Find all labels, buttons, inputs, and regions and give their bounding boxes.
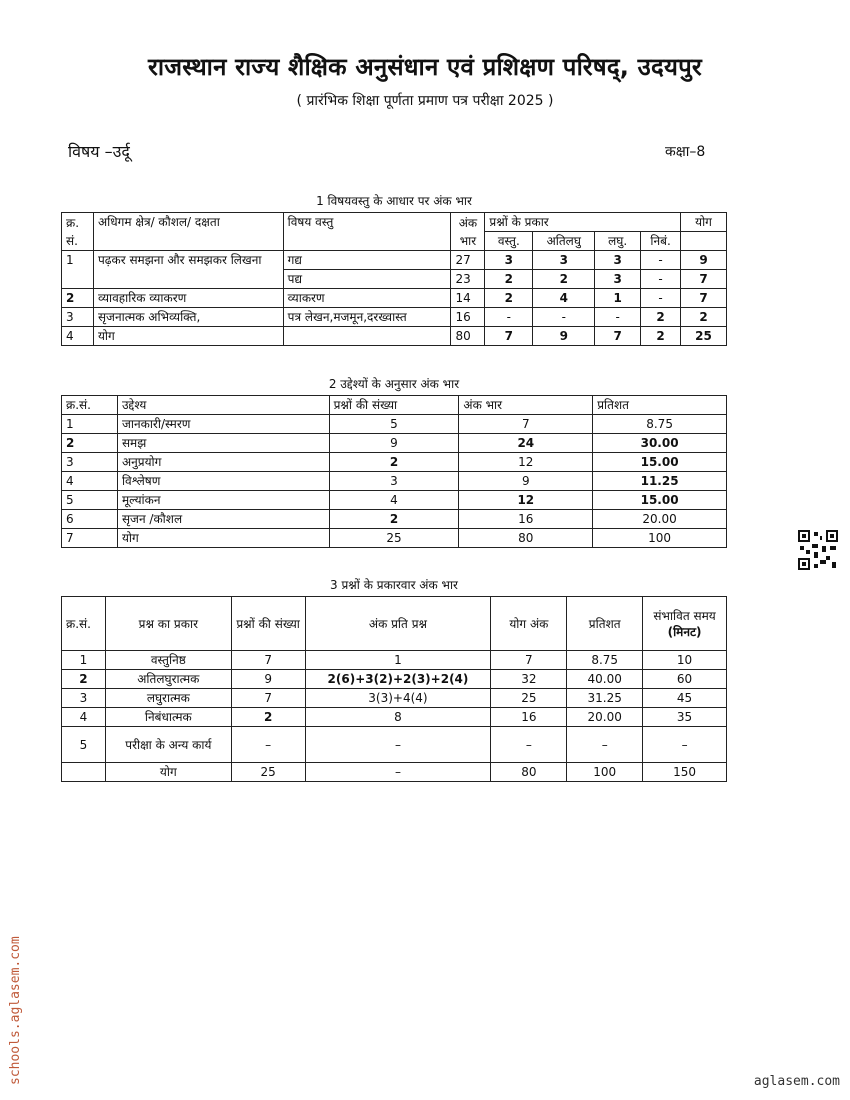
- t3-total: 80: [491, 763, 567, 782]
- t1-h-area: अधिगम क्षेत्र/ कौशल/ दक्षता: [93, 213, 283, 251]
- t3-percent: 8.75: [567, 651, 643, 670]
- t1-h-short: लघु.: [595, 232, 641, 251]
- t3-h-time: [643, 597, 727, 651]
- t3-h-percent: प्रतिशत: [567, 597, 643, 651]
- t1-obj: 3: [485, 251, 533, 270]
- t2-marks: 7: [459, 415, 593, 434]
- t1-essay: 2: [641, 308, 681, 327]
- t1-sno: 1: [62, 251, 94, 289]
- t3-percent: 31.25: [567, 689, 643, 708]
- t2-objective: अनुप्रयोग: [117, 453, 329, 472]
- table-row: [62, 763, 727, 782]
- table-row: [62, 327, 727, 346]
- table2-caption: 2 उद्देश्यों के अनुसार अंक भार: [328, 377, 460, 391]
- table-row: [62, 472, 727, 491]
- table3-caption: 3 प्रश्नों के प्रकारवार अंक भार: [330, 578, 458, 592]
- t3-sno: 1: [62, 651, 106, 670]
- t3-total: 16: [491, 708, 567, 727]
- document-title: राजस्थान राज्य शैक्षिक अनुसंधान एवं प्रशिक्षण परिषद्, उदयपुर: [148, 53, 702, 81]
- t3-h-sno: क्र.सं.: [62, 597, 106, 651]
- table-row: [62, 689, 727, 708]
- table-row: [62, 415, 727, 434]
- t1-h-qtypes: प्रश्नों के प्रकार: [485, 213, 681, 232]
- t1-sno: 3: [62, 308, 94, 327]
- t1-content: पद्य: [283, 270, 451, 289]
- t1-content: [283, 327, 451, 346]
- t3-percent: 100: [567, 763, 643, 782]
- t3-total: 7: [491, 651, 567, 670]
- t3-h-time-unit: (मिनट): [667, 624, 702, 639]
- table-row: [62, 670, 727, 689]
- t3-h-per: अंक प्रति प्रश्न: [305, 597, 491, 651]
- t1-vshort: 9: [533, 327, 595, 346]
- table-row: [62, 453, 727, 472]
- objective-weightage-table: [61, 395, 727, 548]
- t3-per: –: [305, 763, 491, 782]
- t1-total: 9: [681, 251, 727, 270]
- t1-vshort: -: [533, 308, 595, 327]
- t1-content: गद्य: [283, 251, 451, 270]
- t1-marks: 27: [451, 251, 485, 270]
- t3-percent: –: [567, 727, 643, 763]
- t2-objective: जानकारी/स्मरण: [117, 415, 329, 434]
- t2-marks: 12: [459, 491, 593, 510]
- table-row: [62, 708, 727, 727]
- t2-objective: सृजन /कौशल: [117, 510, 329, 529]
- t2-count: 9: [329, 434, 459, 453]
- t1-marks: 14: [451, 289, 485, 308]
- t1-content: व्याकरण: [283, 289, 451, 308]
- t3-h-count: प्रश्नों की संख्या: [231, 597, 305, 651]
- t1-short: 3: [595, 251, 641, 270]
- t1-obj: 7: [485, 327, 533, 346]
- t3-total: 25: [491, 689, 567, 708]
- t2-h-marks: अंक भार: [459, 396, 593, 415]
- question-type-weightage-table: [61, 596, 727, 782]
- table-row: [62, 651, 727, 670]
- t2-percent: 15.00: [593, 491, 727, 510]
- table-row: [62, 727, 727, 763]
- t3-count: 25: [231, 763, 305, 782]
- t1-marks: 80: [451, 327, 485, 346]
- t3-per: 1: [305, 651, 491, 670]
- t2-objective: योग: [117, 529, 329, 548]
- t2-marks: 24: [459, 434, 593, 453]
- t1-vshort: 2: [533, 270, 595, 289]
- t3-count: 7: [231, 689, 305, 708]
- t2-objective: विश्लेषण: [117, 472, 329, 491]
- t1-area: सृजनात्मक अभिव्यक्ति,: [93, 308, 283, 327]
- t2-percent: 15.00: [593, 453, 727, 472]
- t1-obj: 2: [485, 289, 533, 308]
- document-subtitle: ( प्रारंभिक शिक्षा पूर्णता प्रमाण पत्र परीक्षा 2025 ): [296, 93, 554, 109]
- table-row: [62, 529, 727, 548]
- t1-essay: -: [641, 270, 681, 289]
- t2-marks: 16: [459, 510, 593, 529]
- table3-header-row: [62, 597, 727, 651]
- t1-sno: 4: [62, 327, 94, 346]
- t2-sno: 5: [62, 491, 118, 510]
- t2-marks: 80: [459, 529, 593, 548]
- t1-area: व्यावहारिक व्याकरण: [93, 289, 283, 308]
- t3-time: 45: [643, 689, 727, 708]
- t3-sno: 3: [62, 689, 106, 708]
- t1-obj: 2: [485, 270, 533, 289]
- t3-type: लघुरात्मक: [105, 689, 231, 708]
- t3-time: 10: [643, 651, 727, 670]
- qr-code-icon: [798, 530, 838, 570]
- t3-count: 7: [231, 651, 305, 670]
- t2-percent: 11.25: [593, 472, 727, 491]
- t1-h-obj: वस्तु.: [485, 232, 533, 251]
- t1-marks: 16: [451, 308, 485, 327]
- t3-time: –: [643, 727, 727, 763]
- table-row: [62, 491, 727, 510]
- t3-type: योग: [105, 763, 231, 782]
- t1-sno: 2: [62, 289, 94, 308]
- t3-percent: 20.00: [567, 708, 643, 727]
- t1-h-sno: क्र. सं.: [62, 213, 94, 251]
- t3-sno: 4: [62, 708, 106, 727]
- t1-short: 3: [595, 270, 641, 289]
- t3-type: परीक्षा के अन्य कार्य: [105, 727, 231, 763]
- table1-caption: 1 विषयवस्तु के आधार पर अंक भार: [316, 194, 472, 208]
- t1-h-vshort: अतिलघु: [533, 232, 595, 251]
- t1-total: 2: [681, 308, 727, 327]
- t2-sno: 4: [62, 472, 118, 491]
- table-row: [62, 510, 727, 529]
- t3-percent: 40.00: [567, 670, 643, 689]
- t2-sno: 7: [62, 529, 118, 548]
- t3-total: –: [491, 727, 567, 763]
- t2-count: 3: [329, 472, 459, 491]
- t2-count: 5: [329, 415, 459, 434]
- t1-short: -: [595, 308, 641, 327]
- t3-total: 32: [491, 670, 567, 689]
- t3-sno: [62, 763, 106, 782]
- t1-essay: -: [641, 251, 681, 270]
- t2-objective: मूल्यांकन: [117, 491, 329, 510]
- t2-count: 25: [329, 529, 459, 548]
- t3-per: –: [305, 727, 491, 763]
- t2-h-percent: प्रतिशत: [593, 396, 727, 415]
- t3-time: 150: [643, 763, 727, 782]
- side-watermark: schools.aglasem.com: [8, 936, 23, 1085]
- t2-h-sno: क्र.सं.: [62, 396, 118, 415]
- t1-vshort: 3: [533, 251, 595, 270]
- t1-obj: -: [485, 308, 533, 327]
- t2-percent: 100: [593, 529, 727, 548]
- t1-h-marks: अंक भार: [451, 213, 485, 251]
- t2-count: 2: [329, 453, 459, 472]
- t3-h-time-label: संभावित समय: [653, 608, 716, 623]
- t3-per: 3(3)+4(4): [305, 689, 491, 708]
- t1-h-content: विषय वस्तु: [283, 213, 451, 251]
- bottom-watermark: aglasem.com: [753, 1074, 840, 1089]
- t1-h-blank: [681, 232, 727, 251]
- t3-sno: 2: [62, 670, 106, 689]
- content-weightage-table: [61, 212, 727, 346]
- subject-label: विषय –उर्दू: [68, 142, 130, 161]
- t3-h-total: योग अंक: [491, 597, 567, 651]
- t3-per: 2(6)+3(2)+2(3)+2(4): [305, 670, 491, 689]
- t2-percent: 8.75: [593, 415, 727, 434]
- t1-short: 7: [595, 327, 641, 346]
- class-label: कक्षा–8: [665, 144, 706, 160]
- t3-count: 9: [231, 670, 305, 689]
- t1-essay: -: [641, 289, 681, 308]
- t1-short: 1: [595, 289, 641, 308]
- t2-sno: 2: [62, 434, 118, 453]
- t3-h-type: प्रश्न का प्रकार: [105, 597, 231, 651]
- t2-sno: 1: [62, 415, 118, 434]
- table-row: [62, 251, 727, 270]
- t2-sno: 3: [62, 453, 118, 472]
- t3-count: –: [231, 727, 305, 763]
- t1-h-total: योग: [681, 213, 727, 232]
- t1-total: 7: [681, 289, 727, 308]
- t1-essay: 2: [641, 327, 681, 346]
- t3-type: वस्तुनिष्ठ: [105, 651, 231, 670]
- t2-marks: 12: [459, 453, 593, 472]
- t1-vshort: 4: [533, 289, 595, 308]
- t1-content: पत्र लेखन,मजमून,दरख्वास्त: [283, 308, 451, 327]
- t1-total: 25: [681, 327, 727, 346]
- t2-marks: 9: [459, 472, 593, 491]
- t3-type: निबंधात्मक: [105, 708, 231, 727]
- t2-objective: समझ: [117, 434, 329, 453]
- t3-time: 60: [643, 670, 727, 689]
- table2-header-row: [62, 396, 727, 415]
- t2-percent: 30.00: [593, 434, 727, 453]
- t3-sno: 5: [62, 727, 106, 763]
- t1-marks: 23: [451, 270, 485, 289]
- t2-h-objective: उद्देश्य: [117, 396, 329, 415]
- t2-h-count: प्रश्नों की संख्या: [329, 396, 459, 415]
- t3-type: अतिलघुरात्मक: [105, 670, 231, 689]
- t3-time: 35: [643, 708, 727, 727]
- t3-count: 2: [231, 708, 305, 727]
- table-row: [62, 289, 727, 308]
- table-row: [62, 434, 727, 453]
- table-row: [62, 308, 727, 327]
- t2-count: 4: [329, 491, 459, 510]
- t1-area: योग: [93, 327, 283, 346]
- t1-total: 7: [681, 270, 727, 289]
- t2-sno: 6: [62, 510, 118, 529]
- t1-area: पढ़कर समझना और समझकर लिखना: [93, 251, 283, 289]
- t2-percent: 20.00: [593, 510, 727, 529]
- t1-h-essay: निबं.: [641, 232, 681, 251]
- table1-header-row: [62, 213, 727, 232]
- t3-per: 8: [305, 708, 491, 727]
- t2-count: 2: [329, 510, 459, 529]
